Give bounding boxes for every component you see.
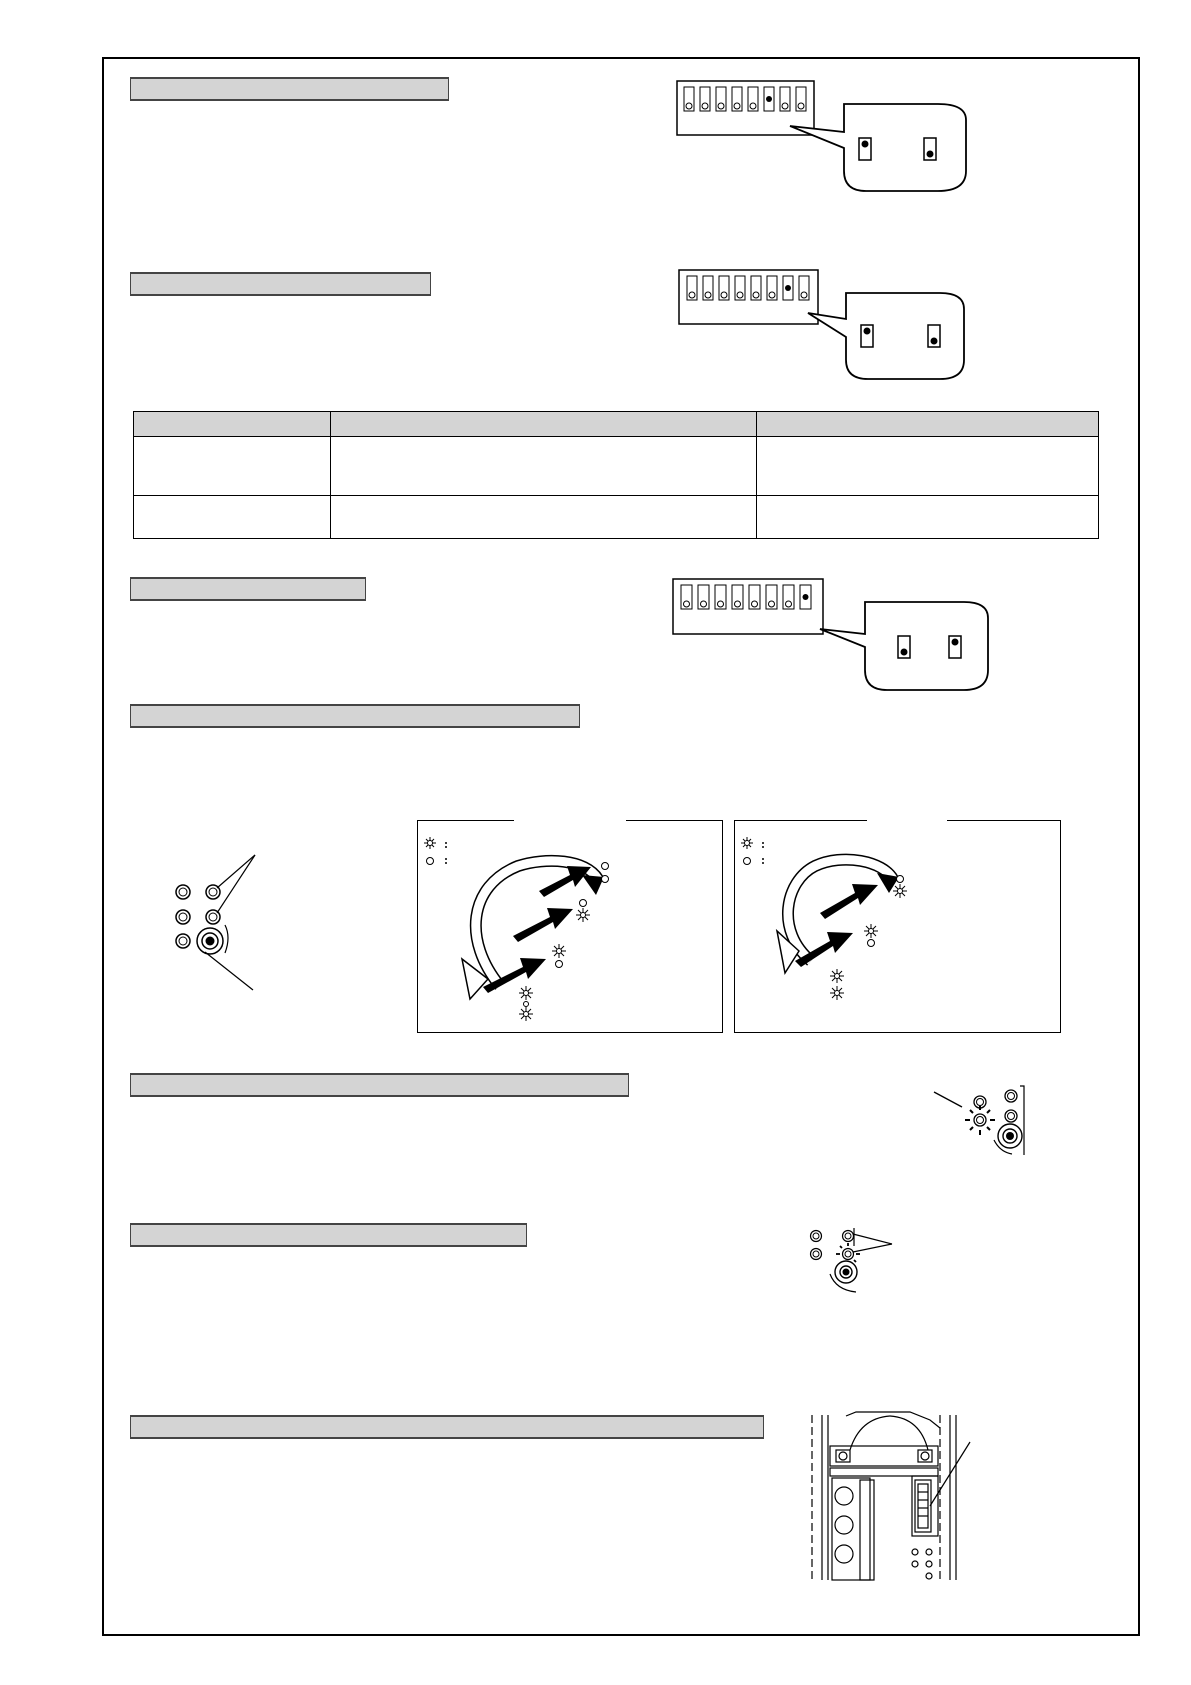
table-cell: [757, 437, 1099, 496]
dip-switch-figure-1: [676, 80, 966, 195]
led-cycle-diagram: [418, 821, 722, 1032]
table-header: [757, 412, 1099, 437]
unit-interior-figure: [800, 1410, 1000, 1590]
table-cell: [331, 496, 757, 539]
section-6-header: [130, 1223, 527, 1247]
section-7-header: [130, 1415, 764, 1439]
led-cycle-diagram: [735, 821, 1060, 1032]
section-1-header: [130, 77, 449, 101]
dip-switch-figure-2: [678, 269, 968, 384]
led-sequence-panel-1: [417, 820, 723, 1033]
settings-table: [133, 411, 1099, 539]
table-row: [134, 437, 1099, 496]
led-sequence-panel-2: [734, 820, 1061, 1033]
led-pointer-figure: [808, 1226, 908, 1296]
table-header: [331, 412, 757, 437]
table-header: [134, 412, 331, 437]
table-row: [134, 496, 1099, 539]
table-cell: [757, 496, 1099, 539]
section-3-header: [130, 577, 366, 601]
blinking-led-figure: [932, 1080, 1042, 1160]
section-5-header: [130, 1073, 629, 1097]
table-cell: [134, 496, 331, 539]
section-2-header: [130, 272, 431, 296]
push-button-icon: [197, 928, 223, 954]
section-4-header: [130, 704, 580, 728]
table-cell: [134, 437, 331, 496]
dip-switch-figure-3: [672, 578, 992, 693]
led-cluster-figure: [165, 845, 275, 995]
table-cell: [331, 437, 757, 496]
